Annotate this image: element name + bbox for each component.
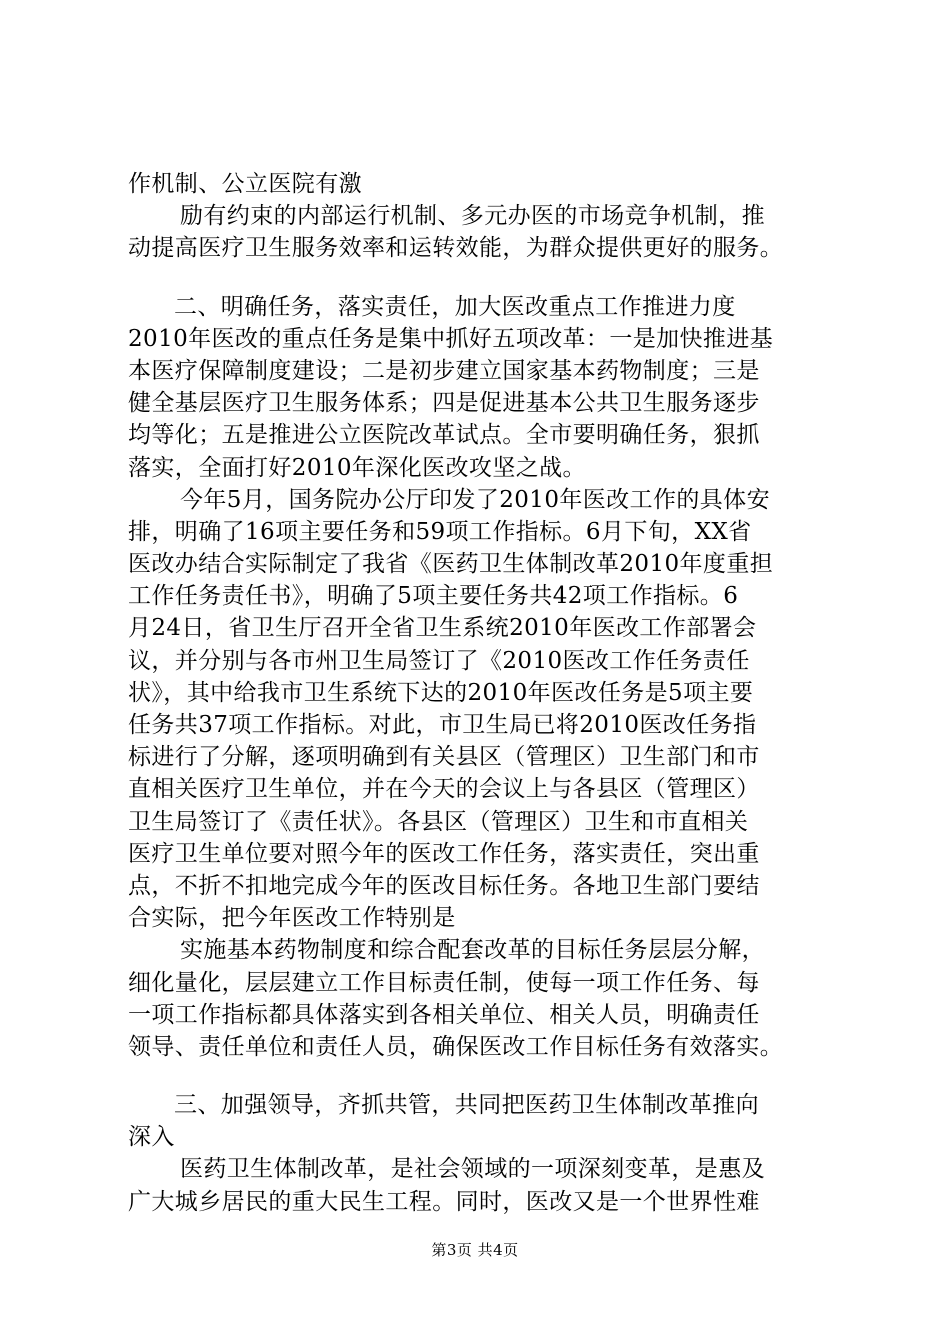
text-line: 励有约束的内部运行机制、多元办医的市场竞争机制，推	[180, 203, 765, 230]
text-line: 卫生局签订了《责任状》。各县区（管理区）卫生和市直相关	[128, 808, 749, 835]
text-line: 本医疗保障制度建设；二是初步建立国家基本药物制度；三是	[128, 357, 760, 384]
text-line: 状》，其中给我市卫生系统下达的2010年医改任务是5项主要	[128, 679, 754, 706]
text-line: 医药卫生体制改革，是社会领域的一项深刻变革，是惠及	[180, 1156, 765, 1183]
text-line: 2010年医改的重点任务是集中抓好五项改革：一是加快推进基	[128, 325, 774, 352]
text-line: 今年5月，国务院办公厅印发了2010年医改工作的具体安	[180, 486, 770, 513]
text-line: 任务共37项工作指标。对此，市卫生局已将2010医改任务指	[128, 712, 757, 738]
text-line: 落实，全面打好2010年深化医改攻坚之战。	[128, 454, 586, 481]
text-line: 动提高医疗卫生服务效率和运转效能，为群众提供更好的服务。	[128, 235, 784, 262]
text-line: 月24日，省卫生厅召开全省卫生系统2010年医改工作部署会	[128, 615, 757, 642]
text-line: 工作任务责任书》，明确了5项主要任务共42项工作指标。6	[128, 583, 739, 610]
text-line: 一项工作指标都具体落实到各相关单位、相关人员，明确责任	[128, 1001, 760, 1028]
paragraph-gap	[128, 1063, 848, 1089]
text-line: 点，不折不扣地完成今年的医改目标任务。各地卫生部门要结	[128, 872, 760, 899]
text-line: 广大城乡居民的重大民生工程。同时，医改又是一个世界性难	[128, 1188, 760, 1215]
text-line: 议，并分别与各市州卫生局签订了《2010医改工作任务责任	[128, 647, 750, 674]
text-line: 深入	[128, 1124, 175, 1151]
text-line: 均等化；五是推进公立医院改革试点。全市要明确任务，狠抓	[128, 422, 760, 449]
text-line: 直相关医疗卫生单位，并在今天的会议上与各县区（管理区）	[128, 776, 760, 803]
document-body	[128, 168, 848, 1218]
text-line: 标进行了分解，逐项明确到有关县区（管理区）卫生部门和市	[128, 744, 760, 771]
text-line: 医疗卫生单位要对照今年的医改工作任务，落实责任，突出重	[128, 840, 760, 867]
section-heading: 三、加强领导，齐抓共管，共同把医药卫生体制改革推向	[174, 1092, 759, 1119]
text-line: 排，明确了16项主要任务和59项工作指标。6月下旬，XX省	[128, 518, 752, 545]
paragraph-gap	[128, 265, 848, 291]
text-line: 合实际，把今年医改工作特别是	[128, 905, 456, 932]
page-footer: 第3页 共4页	[431, 1241, 519, 1259]
text-line: 作机制、公立医院有激	[128, 171, 362, 197]
section-heading: 二、明确任务，落实责任，加大医改重点工作推进力度	[174, 293, 736, 320]
text-line: 健全基层医疗卫生服务体系；四是促进基本公共卫生服务逐步	[128, 390, 760, 417]
text-line: 医改办结合实际制定了我省《医药卫生体制改革2010年度重担	[128, 551, 774, 578]
text-line: 领导、责任单位和责任人员，确保医改工作目标任务有效落实。	[128, 1033, 784, 1060]
text-line: 细化量化，层层建立工作目标责任制，使每一项工作任务、每	[128, 969, 760, 996]
text-line: 实施基本药物制度和综合配套改革的目标任务层层分解，	[180, 937, 765, 964]
